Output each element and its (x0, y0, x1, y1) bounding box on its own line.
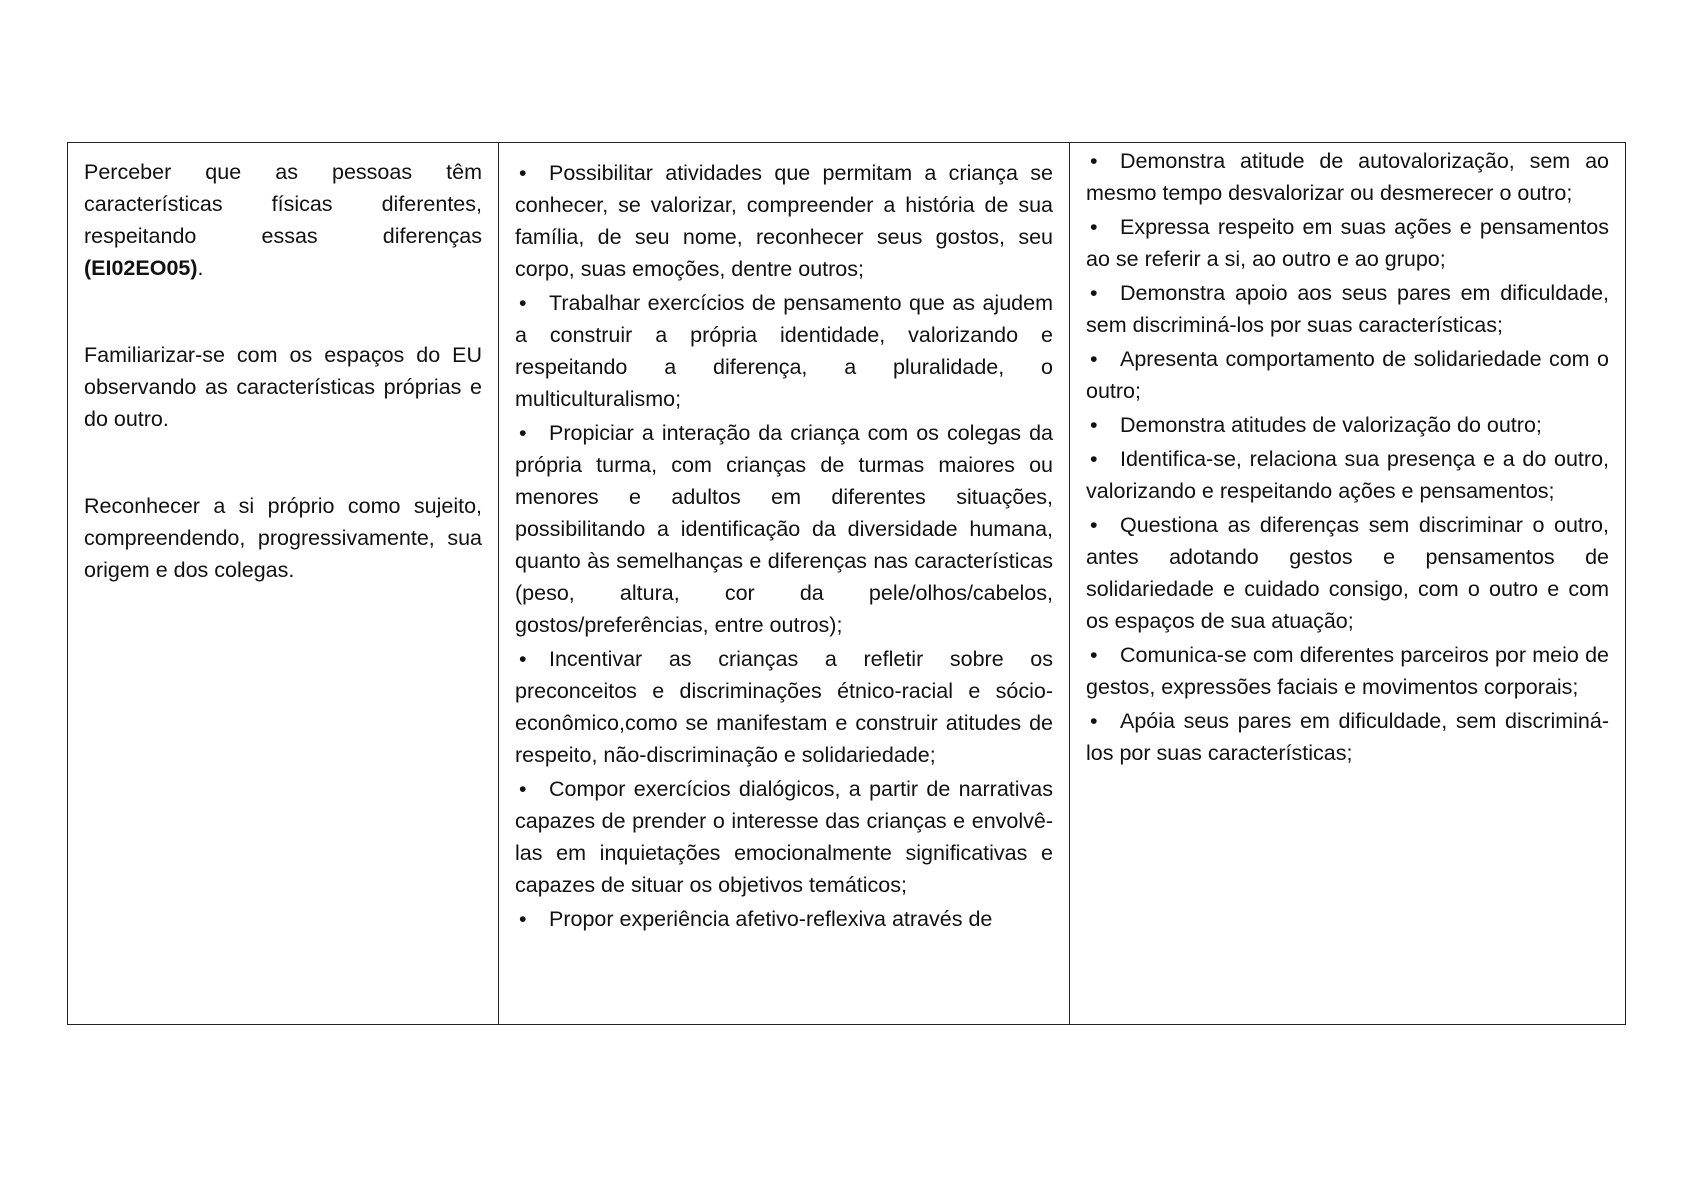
objective-paragraph: Reconhecer a si próprio como sujeito, compreendendo, progressivamente, sua origem e dos colegas. (84, 494, 482, 582)
bullet-icon: • (1090, 513, 1098, 537)
bullet-icon: • (519, 421, 527, 445)
list-item: • Apresenta comportamento de solidariedade com o outro; (1086, 343, 1609, 407)
bullet-icon: • (1090, 347, 1098, 371)
list-item: • Questiona as diferenças sem discriminar o outro, antes adotando gestos e pensamentos de solidariedade e cuidado consigo, com o outro e com os espaços de sua atuação; (1086, 509, 1609, 637)
list-item: • Demonstra apoio aos seus pares em dificuldade, sem discriminá-los por suas características; (1086, 277, 1609, 341)
list-item: • Compor exercícios dialógicos, a partir de narrativas capazes de prender o interesse das crianças e envolvê-las em inquietações emocionalmente significativas e capazes de situar os objetivos temáticos; (515, 773, 1053, 901)
bullet-icon: • (1090, 281, 1098, 305)
bullet-icon: • (1090, 413, 1098, 437)
bullet-icon: • (1090, 643, 1098, 667)
bullet-icon: • (1090, 447, 1098, 471)
activities-cell (499, 143, 1070, 1025)
objective-paragraph: Familiarizar-se com os espaços do EU observando as características próprias e do outro. (84, 343, 482, 431)
objective-period: . (197, 256, 204, 280)
bullet-icon: • (519, 161, 527, 185)
activities-list (515, 157, 1053, 935)
bullet-icon: • (1090, 215, 1098, 239)
list-item: • Possibilitar atividades que permitam a criança se conhecer, se valorizar, compreender a história de sua família, de seu nome, reconhecer seus gostos, seu corpo, suas emoções, dentre outros; (515, 157, 1053, 285)
assessment-cell (1070, 143, 1626, 1025)
bullet-icon: • (1090, 149, 1098, 173)
list-item: • Incentivar as crianças a refletir sobre os preconceitos e discriminações étnico-racial e sócio-econômico,como se manifestam e construir atitudes de respeito, não-discriminação e solidariedade; (515, 643, 1053, 771)
list-item: • Trabalhar exercícios de pensamento que as ajudem a construir a própria identidade, valorizando e respeitando a diferença, a pluralidade, o multiculturalismo; (515, 287, 1053, 415)
bullet-icon: • (1090, 709, 1098, 733)
objective-text: Perceber que as pessoas têm características físicas diferentes, respeitando essas diferenças (84, 160, 482, 248)
list-item: • Comunica-se com diferentes parceiros por meio de gestos, expressões faciais e movimentos corporais; (1086, 639, 1609, 703)
list-item: • Identifica-se, relaciona sua presença e a do outro, valorizando e respeitando ações e pensamentos; (1086, 443, 1609, 507)
objectives-cell (68, 143, 499, 1025)
objective-paragraph (84, 156, 482, 284)
list-item: • Demonstra atitude de autovalorização, sem ao mesmo tempo desvalorizar ou desmerecer o outro; (1086, 145, 1609, 209)
bullet-icon: • (519, 777, 527, 801)
list-item: • Apóia seus pares em dificuldade, sem discriminá-los por suas características; (1086, 705, 1609, 769)
curriculum-table (67, 142, 1626, 1025)
objective-code: (EI02EO05) (84, 256, 198, 280)
list-item: • Propor experiência afetivo-reflexiva através de (515, 903, 1053, 935)
assessment-list (1086, 145, 1609, 769)
bullet-icon: • (519, 907, 527, 931)
bullet-icon: • (519, 291, 527, 315)
list-item: • Demonstra atitudes de valorização do outro; (1086, 409, 1609, 441)
list-item: • Propiciar a interação da criança com os colegas da própria turma, com crianças de turmas maiores ou menores e adultos em diferentes situações, possibilitando a identificação da diversidade humana, quanto às semelhanças e diferenças nas características (peso, altura, cor da pele/olhos/cabelos, gostos/preferências, entre outros); (515, 417, 1053, 641)
list-item: • Expressa respeito em suas ações e pensamentos ao se referir a si, ao outro e ao grupo; (1086, 211, 1609, 275)
bullet-icon: • (519, 647, 527, 671)
table-row (68, 143, 1626, 1025)
